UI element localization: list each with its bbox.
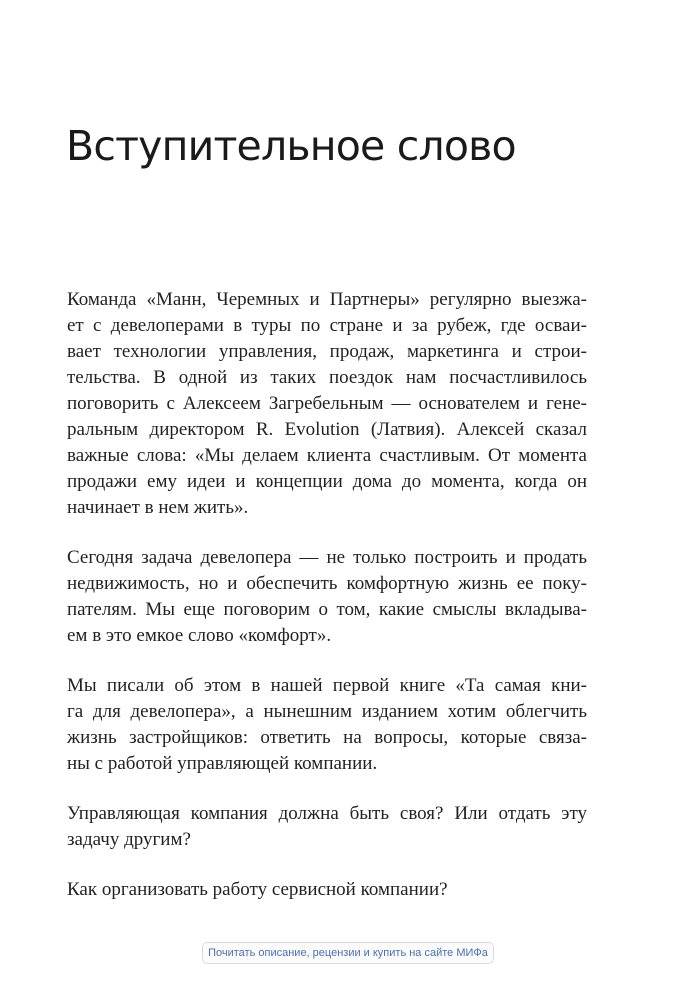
text-line: Как организовать работу сервисной компании? [67,879,448,900]
text-line: тельства. В одной из таких поездок нам посчастливилось [67,367,587,388]
paragraph-gap [67,853,587,877]
text-line: важные слова: «Мы делаем клиента счастливым. От момента [67,445,587,466]
text-line: вает технологии управления, продаж, маркетинга и строи- [67,341,587,362]
paragraph [67,287,587,521]
text-line: Команда «Манн, Черемных и Партнеры» регулярно выезжа- [67,289,587,310]
text-line: продажи ему идеи и концепции дома до момента, когда он [67,471,587,492]
text-line: задачу другим? [67,829,191,850]
paragraph [67,545,587,649]
paragraph-gap [67,777,587,801]
text-line: Сегодня задача девелопера — не только построить и продать [67,547,587,568]
text-line: начинает в нем жить». [67,497,249,518]
text-line: недвижимость, но и обеспечить комфортную жизнь ее поку- [67,573,587,594]
body-text [67,287,587,903]
text-line: ет с девелоперами в туры по стране и за рубеж, где осваи- [67,315,587,336]
text-line: Управляющая компания должна быть своя? Или отдать эту [67,803,587,824]
text-line: ем в это емкое слово «комфорт». [67,625,332,646]
paragraph [67,673,587,777]
text-line: поговорить с Алексеем Загребельным — основателем и гене- [67,393,587,414]
text-line: Мы писали об этом в нашей первой книге «Та самая кни- [67,675,587,696]
text-line: га для девелопера», а нынешним изданием хотим облегчить [67,701,587,722]
publisher-store-link[interactable]: Почитать описание, рецензии и купить на сайте МИФа [202,942,494,964]
paragraph [67,877,587,903]
paragraph-gap [67,521,587,545]
text-line: жизнь застройщиков: ответить на вопросы, которые связа- [67,727,587,748]
paragraph [67,801,587,853]
text-line: пателям. Мы еще поговорим о том, какие смыслы вкладыва- [67,599,587,620]
page-title: Вступительное слово [66,122,516,170]
text-line: ральным директором R. Evolution (Латвия). Алексей сказал [67,419,587,440]
paragraph-gap [67,649,587,673]
text-line: ны с работой управляющей компании. [67,753,378,774]
